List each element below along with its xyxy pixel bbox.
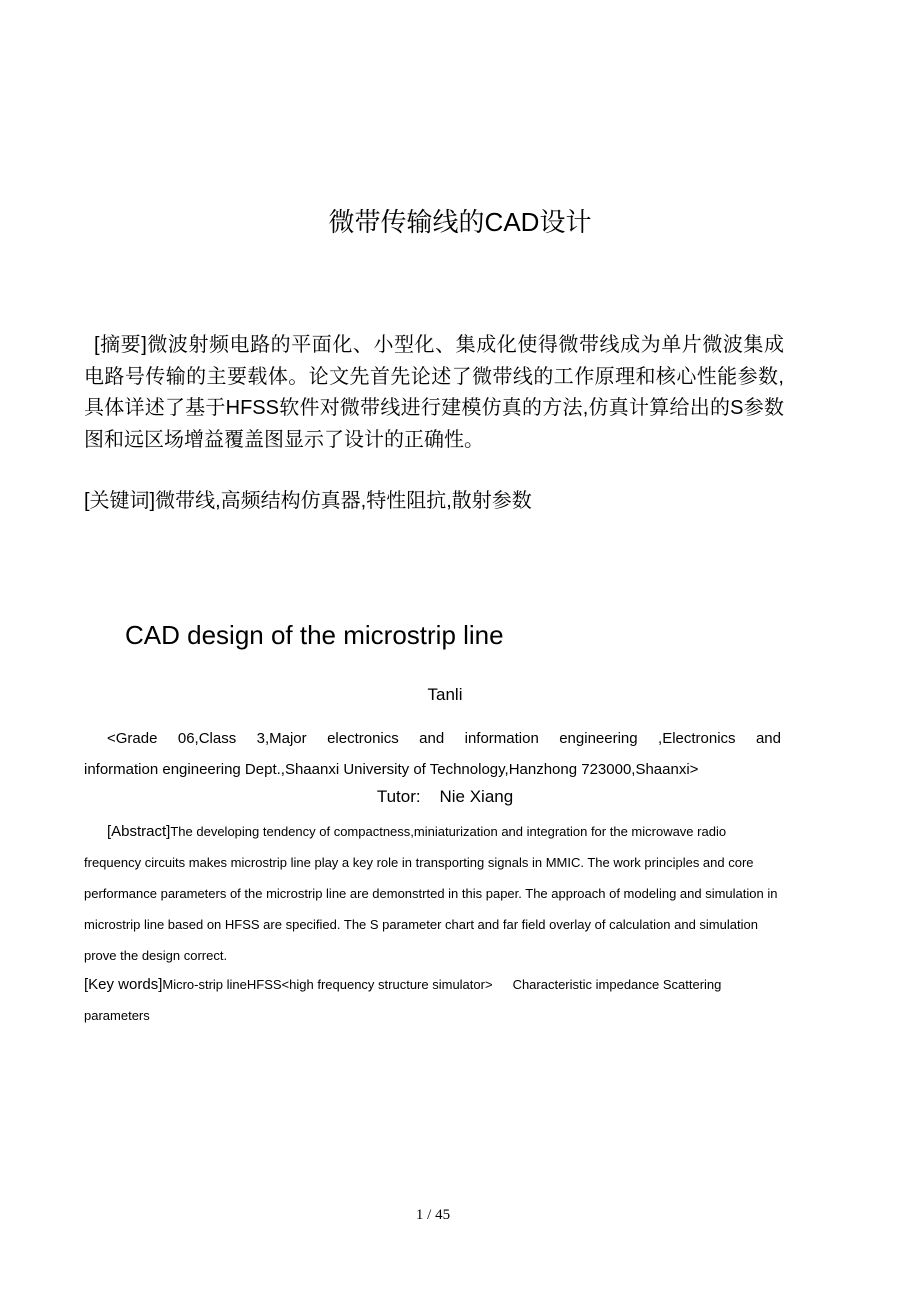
affiliation-line-1 (84, 723, 781, 754)
affiliation-word: 3,Major (256, 730, 307, 747)
chinese-title: 微带传输线的CAD设计 (328, 207, 592, 237)
author-affiliation (84, 723, 781, 785)
affiliation-line-2: information engineering Dept.,Shaanxi University of Technology,Hanzhong 723000,Shaanxi> (84, 761, 699, 778)
english-abstract (84, 816, 781, 971)
chinese-keywords: [关键词]微带线,高频结构仿真器,特性阻抗,散射参数 (84, 490, 532, 512)
affiliation-word: <Grade (107, 730, 158, 747)
keywords-part-2: Characteristic impedance Scattering parameters (84, 977, 722, 1023)
affiliation-word: engineering (559, 730, 638, 747)
abstract-label: [Abstract] (107, 823, 171, 840)
tutor-line: Tutor: Nie Xiang (376, 787, 514, 806)
affiliation-word: electronics (327, 730, 399, 747)
affiliation-word: ,Electronics (658, 730, 736, 747)
author-name: Tanli (427, 685, 463, 704)
english-title: CAD design of the microstrip line (125, 620, 504, 650)
affiliation-word: and (419, 730, 445, 747)
abstract-text: The developing tendency of compactness,miniaturization and integration for the microwave radio frequency circuits makes microstrip line play a key role in transporting signals in MMIC. The work principles and core performance parameters of the microstrip line are demonstrted in this paper. The approach of modeling and simulation in microstrip line based on HFSS are specified. The S parameter chart and far field overlay of calculation and simulation prove the design correct. (84, 824, 778, 963)
chinese-abstract: [摘要]微波射频电路的平面化、小型化、集成化使得微带线成为单片微波集成电路号传输的主要载体。论文先首先论述了微带线的工作原理和核心性能参数,具体详述了基于HFSS软件对微带线进行建模仿真的方法,仿真计算给出的S参数图和远区场增益覆盖图显示了设计的正确性。 (84, 334, 784, 451)
keywords-part-1: Micro-strip lineHFSS<high frequency structure simulator> (162, 977, 493, 992)
affiliation-word: and (755, 730, 781, 747)
keywords-label: [Key words] (84, 976, 163, 993)
affiliation-word: 06,Class (177, 730, 237, 747)
affiliation-word: information (464, 730, 539, 747)
page-number: 1 / 45 (415, 1207, 451, 1223)
english-keywords (84, 969, 781, 1031)
